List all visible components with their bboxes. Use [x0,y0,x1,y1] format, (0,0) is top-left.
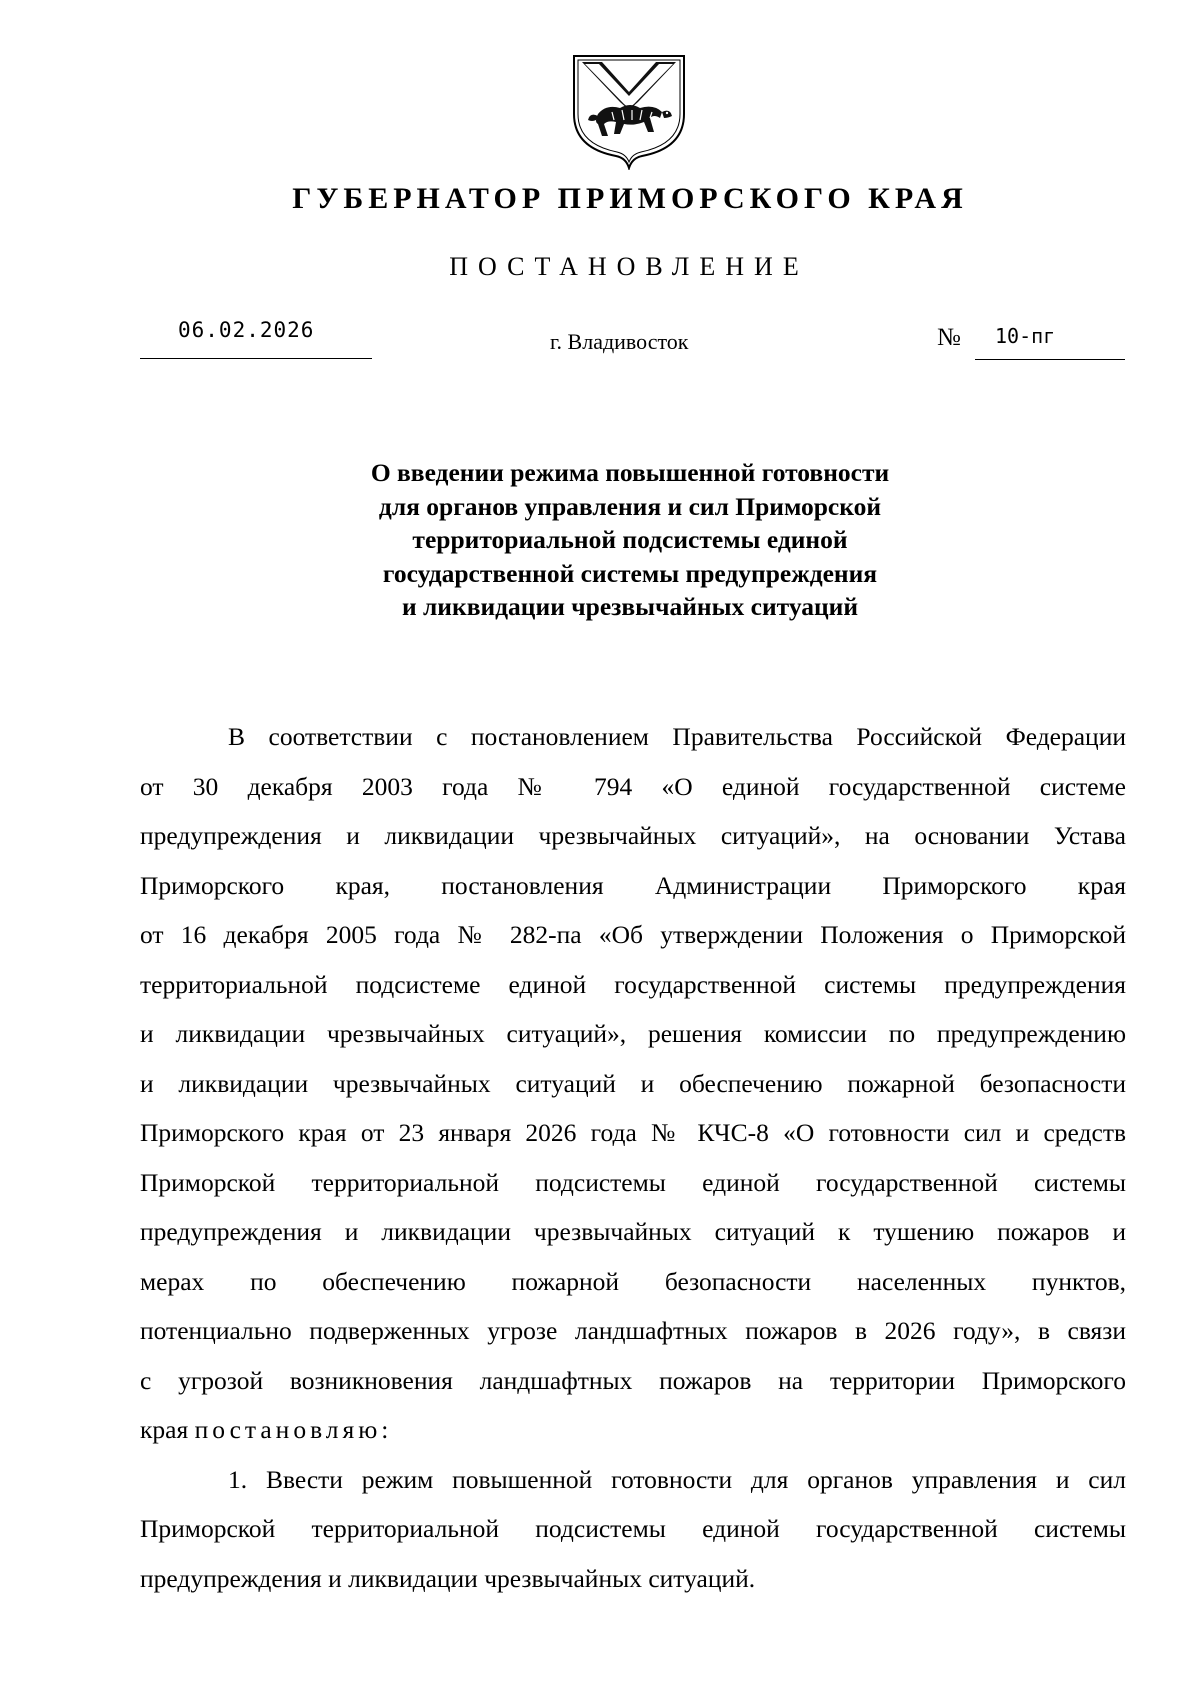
body-line: от 16 декабря 2005 года № 282-па «Об утверждении Положения о Приморской [140,920,1126,949]
document-number: 10-пг [995,324,1056,348]
body-line: В соответствии с постановлением Правительства Российской Федерации [228,722,1126,751]
item-line: Приморской территориальной подсистемы единой государственной системы [140,1514,1126,1543]
body-line: Приморского края от 23 января 2026 года № КЧС-8 «О готовности сил и средств [140,1118,1126,1147]
number-underline [975,324,1125,360]
body-line: предупреждения и ликвидации чрезвычайных ситуаций к тушению пожаров и [140,1217,1126,1246]
title-line: и ликвидации чрезвычайных ситуаций [401,592,859,621]
body-line: предупреждения и ликвидации чрезвычайных ситуаций», на основании Устава [140,821,1126,850]
body-line: потенциально подверженных угрозе ландшафтных пожаров в 2026 году», в связи [140,1316,1126,1345]
document-city: г. Владивосток [550,329,689,354]
decree-prefix: края [140,1415,189,1444]
body-line: Приморской территориальной подсистемы единой государственной системы [140,1167,1126,1197]
number-field [937,324,1127,360]
body-line: территориальной подсистеме единой государственной системы предупреждения [140,969,1126,999]
body-line: и ликвидации чрезвычайных ситуаций и обеспечению пожарной безопасности [140,1068,1126,1098]
title-line: территориальной подсистемы единой [412,525,848,554]
date-field [140,318,372,359]
decree-word: постановляю: [194,1415,393,1444]
title-line: О введении режима повышенной готовности [370,458,890,487]
number-sign: № [937,324,961,351]
body-line: Приморского края, постановления Администрации Приморского края [140,870,1126,900]
body-line: мерах по обеспечению пожарной безопасности населенных пунктов, [140,1266,1126,1296]
body-line: от 30 декабря 2003 года № 794 «О единой государственной системе [140,771,1126,801]
decree-line [140,1405,1126,1455]
issuing-authority: ГУБЕРНАТОР ПРИМОРСКОГО КРАЯ [292,182,968,215]
coat-of-arms-emblem [568,52,690,170]
title-line: для органов управления и сил Приморской [378,491,882,521]
body-line: с угрозой возникновения ландшафтных пожаров на территории Приморского [140,1365,1126,1395]
body-line: и ликвидации чрезвычайных ситуаций», решения комиссии по предупреждению [140,1019,1126,1048]
document-body [140,712,1126,1603]
item-line: 1. Ввести режим повышенной готовности для органов управления и сил [228,1464,1126,1494]
document-date: 06.02.2026 [178,318,315,342]
document-type: ПОСТАНОВЛЕНИЕ [449,252,809,281]
title-line: государственной системы предупреждения [382,558,878,588]
document-title [250,456,1010,624]
item-line: предупреждения и ликвидации чрезвычайных ситуаций. [140,1563,756,1593]
